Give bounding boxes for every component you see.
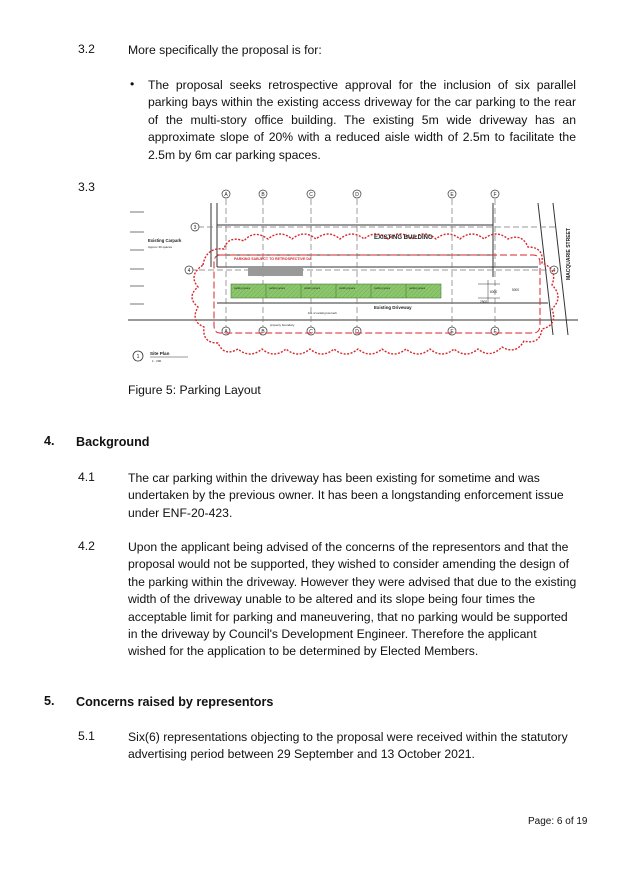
bay-label: parking space [304, 287, 321, 290]
bullet-line: approximate slope of 20% with a reduced aisle width of 2.5m to facilitate the [148, 130, 576, 145]
bullet-line: parking bays within the existing access driveway for the car parking to the rear [148, 95, 576, 110]
grid-label-bottom: D [355, 329, 359, 335]
property-boundary-label: property boundary [270, 323, 295, 327]
text-line: the parking within the driveway. However they were advised that due to the existing [128, 574, 577, 589]
grid-label-left: 4 [187, 268, 191, 274]
bay-label: parking space [339, 287, 356, 290]
carpark-spaces-label: Approx 30 spaces [148, 245, 173, 249]
grid-label-top: F [493, 192, 497, 198]
section-5-heading: Concerns raised by representors [76, 695, 274, 709]
plan-scale: 1 : 200 [152, 359, 162, 363]
street-name-label: MACQUARIE STREET [566, 228, 572, 280]
existing-driveway-label: Existing Driveway [374, 305, 412, 310]
section-number-3-3: 3.3 [78, 180, 95, 194]
grid-label-top: B [261, 192, 265, 198]
grid-label-top: C [309, 192, 313, 198]
grid-label-right: 4 [552, 268, 556, 274]
text-line: width of the driveway unable to be altered and its slope being four times the [128, 592, 536, 607]
figure-caption: Figure 5: Parking Layout [128, 383, 261, 397]
section-4-number: 4. [44, 434, 55, 448]
section-4-2-text [128, 539, 580, 661]
grid-label-bottom: A [224, 329, 228, 335]
grid-label-bottom: E [450, 329, 454, 335]
existing-carpark-label: Existing Carpark [148, 238, 182, 243]
grid-label-bottom: F [493, 329, 497, 335]
bay-label: parking space [269, 287, 286, 290]
grid-label-top: E [450, 192, 454, 198]
existing-pad [248, 267, 303, 276]
bullet-line: of the multi-story office building. The existing 5m wide driveway has an [148, 112, 576, 127]
text-line: advertising period between 29 September and 13 October 2021. [128, 747, 475, 762]
parking-da-label: PARKING SUBJECT TO RETROSPECTIVE DA [234, 257, 312, 261]
grid-label-left: 3 [193, 225, 197, 231]
section-4-1-text [128, 470, 580, 522]
bullet-line: The proposal seeks retrospective approval for the inclusion of six parallel [148, 78, 576, 92]
text-line: under ENF-20-423. [128, 505, 233, 520]
grid-label-top: D [355, 192, 359, 198]
bay-label: parking space [234, 287, 251, 290]
bay-label: parking space [409, 287, 426, 290]
grid-label-bottom: B [261, 329, 265, 335]
text-line: wished for the application to be determined by Elected Members. [128, 644, 479, 659]
dimension-label: 5000 [512, 288, 520, 292]
text-line: in the driveway by Council's Development Engineer. Therefore the applicant [128, 627, 537, 642]
bay-label: parking space [374, 287, 391, 290]
text-line: undertaken by the previous owner. It has been a longstanding enforcement issue [128, 488, 564, 503]
text-line: Six(6) representations objecting to the proposal were received within the statutory [128, 730, 568, 744]
section-3-2-text: More specifically the proposal is for: [128, 43, 322, 57]
text-line: The car parking within the driveway has been existing for sometime and was [128, 471, 540, 485]
page-number: Page: 6 of 19 [528, 816, 588, 827]
dimension-label: 2500 [480, 300, 488, 304]
section-number-4-1: 4.1 [78, 470, 95, 484]
section-number-3-2: 3.2 [78, 42, 95, 56]
kerb-note: line of existing low kerb [308, 311, 337, 315]
text-line: acceptable limit for parking and maneuvering, that no parking would be supported [128, 609, 568, 624]
section-number-5-1: 5.1 [78, 729, 95, 743]
bullet-paragraph [148, 77, 576, 164]
site-plan-drawing [128, 185, 583, 375]
plan-number: 1 [136, 354, 140, 360]
grid-label-bottom: C [309, 329, 313, 335]
dimension-label: 6000 [490, 290, 498, 294]
existing-building-label: EXISTING BUILDING [374, 235, 433, 241]
text-line: proposal would not be supported, they wished to consider amending the design of [128, 557, 570, 572]
text-line: Upon the applicant being advised of the concerns of the representors and that the [128, 540, 569, 554]
bullet-line: 2.5m by 6m car parking spaces. [148, 147, 321, 162]
plan-title: Site Plan [150, 351, 170, 356]
section-5-1-text [128, 729, 580, 764]
bullet-marker: • [130, 77, 135, 91]
section-5-number: 5. [44, 694, 55, 708]
section-4-heading: Background [76, 435, 150, 449]
section-number-4-2: 4.2 [78, 539, 95, 553]
grid-label-top: A [224, 192, 228, 198]
